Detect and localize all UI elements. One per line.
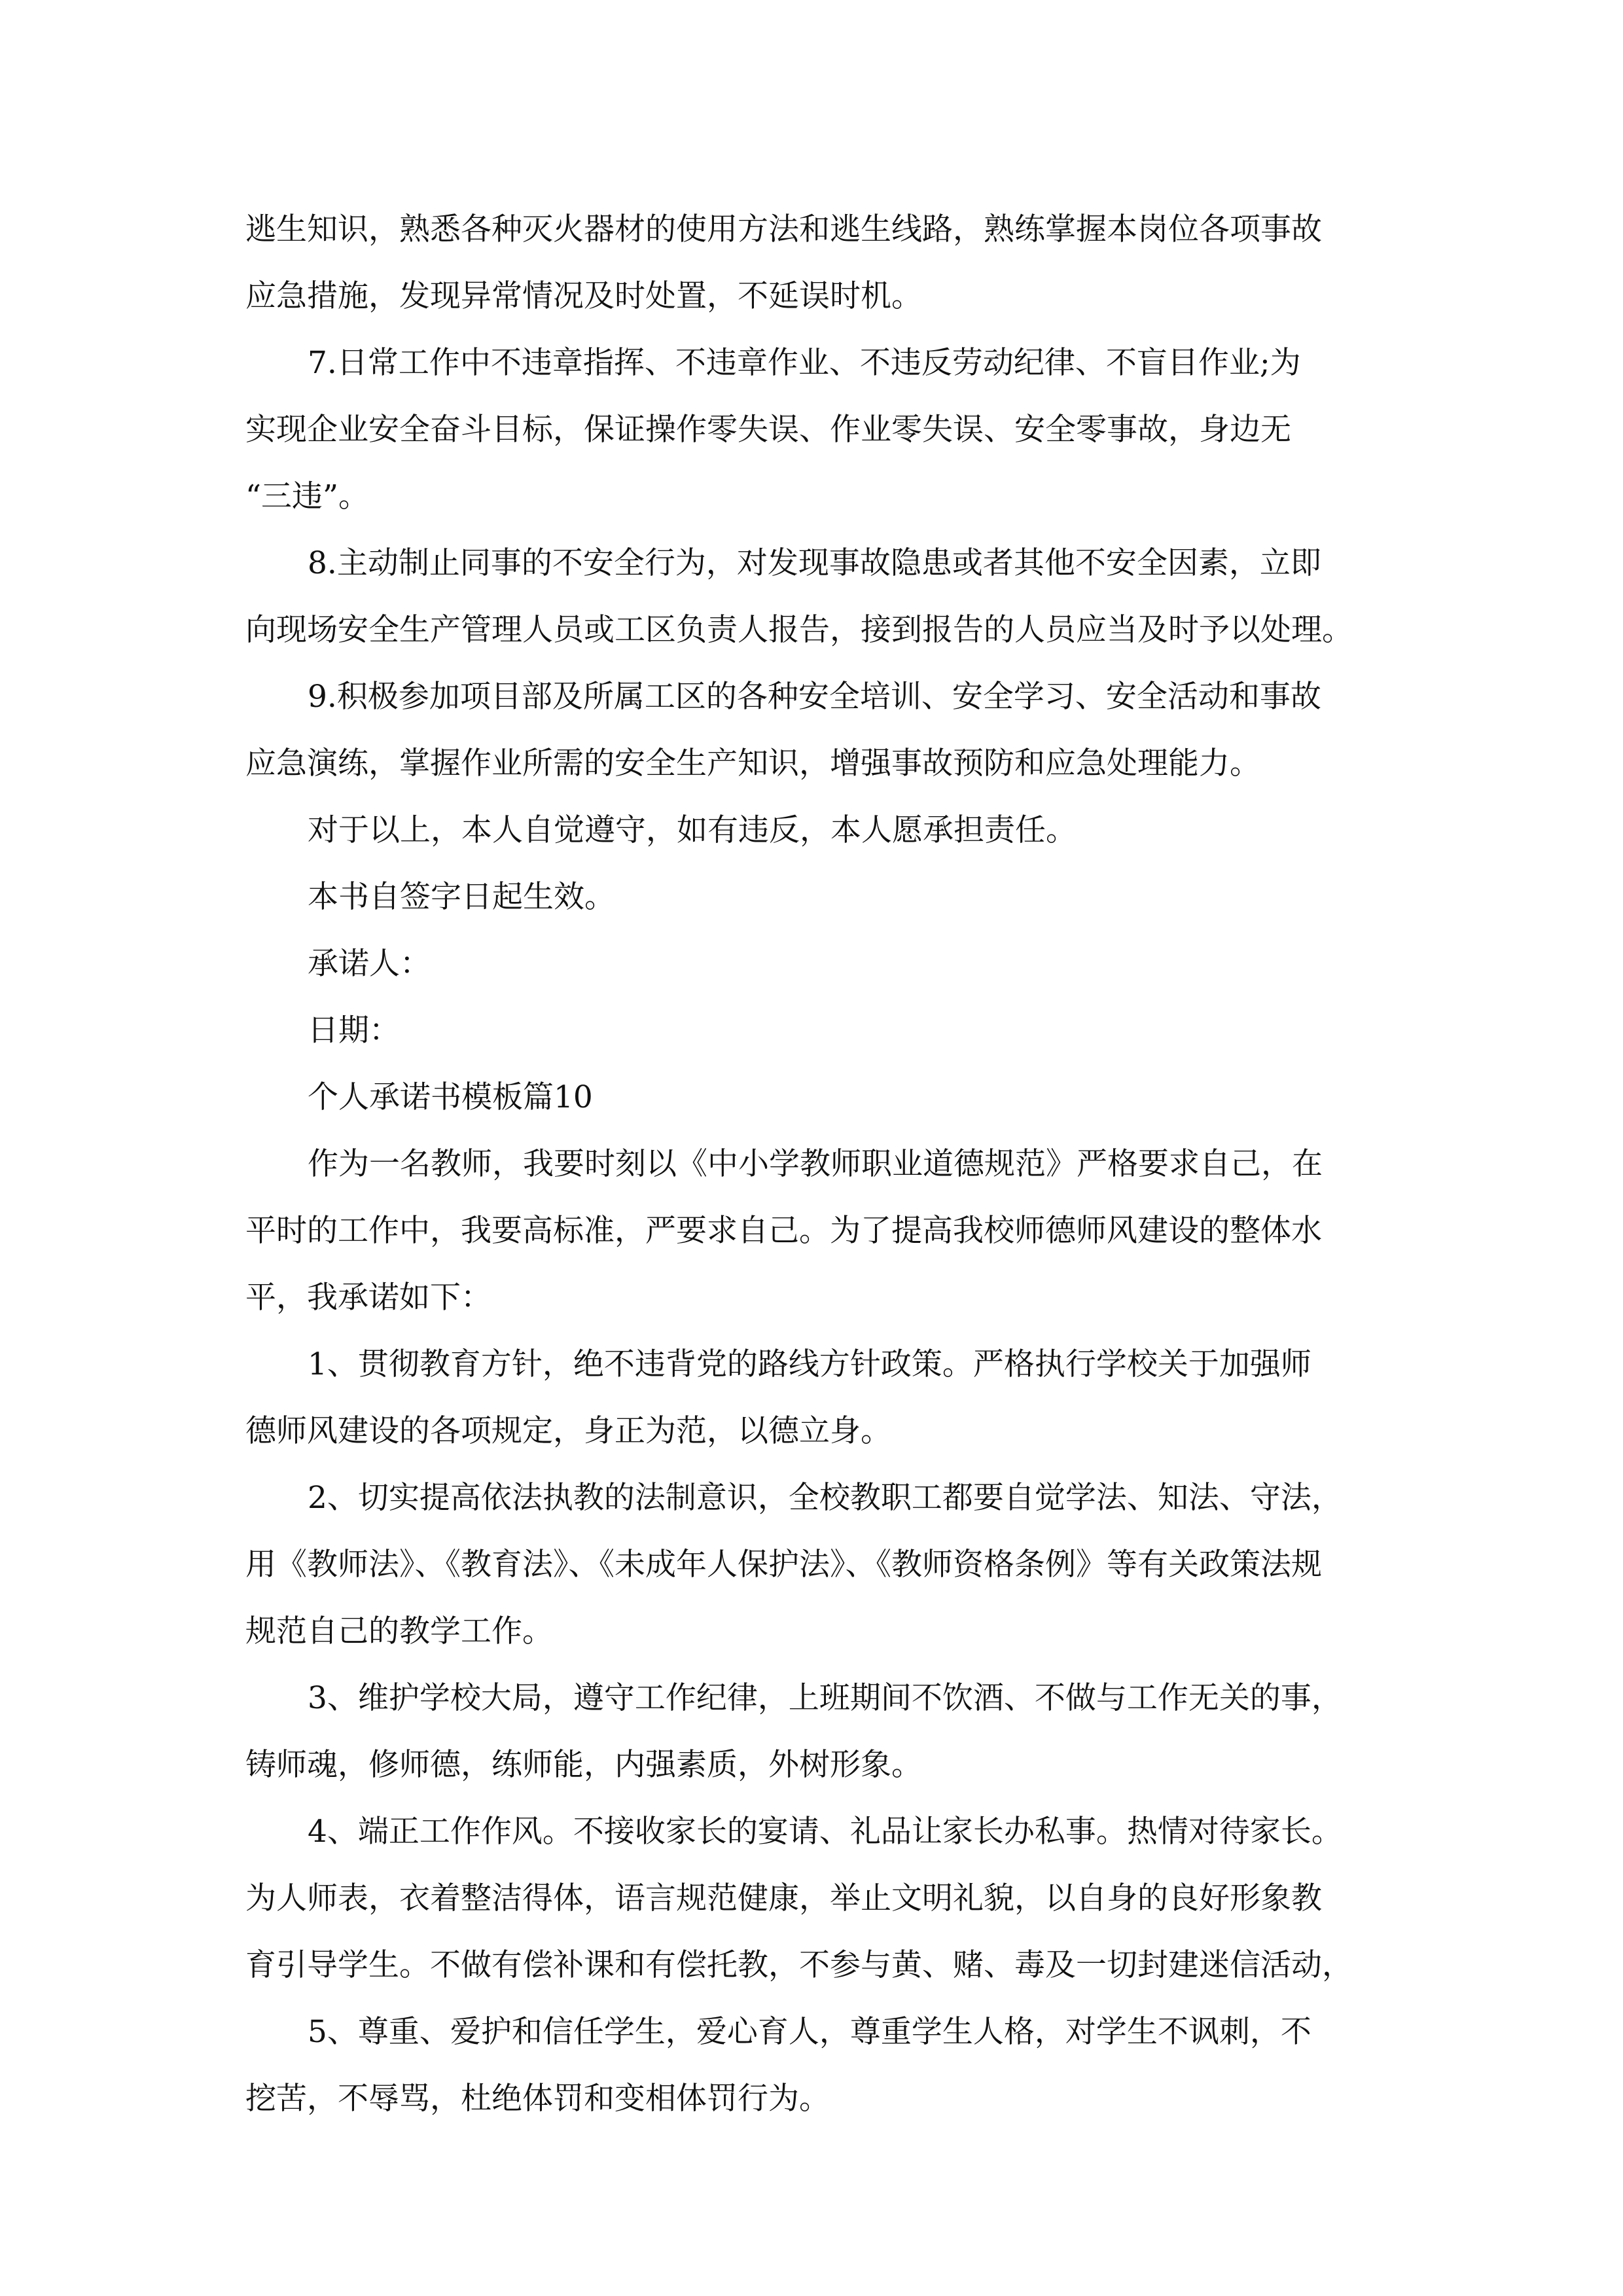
text-line: 平时的工作中，我要高标准，严要求自己。为了提高我校师德师风建设的整体水 (245, 1213, 1322, 1249)
text-line: 应急措施，发现异常情况及时处置，不延误时机。 (245, 278, 922, 314)
text-line: 9.积极参加项目部及所属工区的各种安全培训、安全学习、安全活动和事故 (308, 679, 1321, 715)
text-line: 用《教师法》、《教育法》、《未成年人保护法》、《教师资格条例》等有关政策法规 (245, 1547, 1322, 1583)
document-body (245, 196, 1404, 2132)
text-line: 8.主动制止同事的不安全行为，对发现事故隐患或者其他不安全因素，立即 (308, 545, 1321, 581)
text-line: “三违”。 (245, 478, 370, 514)
text-line: 挖苦，不辱骂，杜绝体罚和变相体罚行为。 (245, 2081, 830, 2117)
text-line: 铸师魂，修师德，练师能，内强素质，外树形象。 (245, 1747, 922, 1783)
text-line: 为人师表，衣着整洁得体，语言规范健康，举止文明礼貌，以自身的良好形象教 (245, 1880, 1322, 1916)
text-line: 本书自签字日起生效。 (308, 879, 615, 915)
text-line: 7.日常工作中不违章指挥、不违章作业、不违反劳动纪律、不盲目作业;为 (308, 345, 1301, 381)
text-line: 日期： (308, 1013, 400, 1049)
text-line: 育引导学生。不做有偿补课和有偿托教，不参与黄、赌、毒及一切封建迷信活动， (245, 1947, 1353, 1983)
text-line: 2、切实提高依法执教的法制意识，全校教职工都要自觉学法、知法、守法， (308, 1480, 1342, 1516)
text-line: 3、维护学校大局，遵守工作纪律，上班期间不饮酒、不做与工作无关的事， (308, 1680, 1342, 1716)
text-line: 个人承诺书模板篇10 (308, 1079, 593, 1115)
text-line: 平，我承诺如下： (245, 1280, 491, 1316)
text-line: 作为一名教师，我要时刻以《中小学教师职业道德规范》严格要求自己，在 (308, 1146, 1323, 1182)
text-line: 应急演练，掌握作业所需的安全生产知识，增强事故预防和应急处理能力。 (245, 745, 1260, 781)
text-line: 1、贯彻教育方针，绝不违背党的路线方针政策。严格执行学校关于加强师 (308, 1346, 1311, 1382)
text-line: 德师风建设的各项规定，身正为范，以德立身。 (245, 1413, 891, 1449)
text-line: 规范自己的教学工作。 (245, 1613, 553, 1649)
text-line: 承诺人： (308, 946, 431, 982)
text-line: 逃生知识，熟悉各种灭火器材的使用方法和逃生线路，熟练掌握本岗位各项事故 (245, 211, 1322, 247)
text-line: 4、端正工作作风。不接收家长的宴请、礼品让家长办私事。热情对待家长。 (308, 1814, 1342, 1850)
text-line: 对于以上，本人自觉遵守，如有违反，本人愿承担责任。 (308, 812, 1077, 848)
text-line: 向现场安全生产管理人员或工区负责人报告，接到报告的人员应当及时予以处理。 (245, 612, 1353, 648)
text-line: 5、尊重、爱护和信任学生，爱心育人，尊重学生人格，对学生不讽刺，不 (308, 2014, 1311, 2050)
text-line: 实现企业安全奋斗目标，保证操作零失误、作业零失误、安全零事故，身边无 (245, 412, 1291, 448)
document-page (245, 196, 1404, 2132)
